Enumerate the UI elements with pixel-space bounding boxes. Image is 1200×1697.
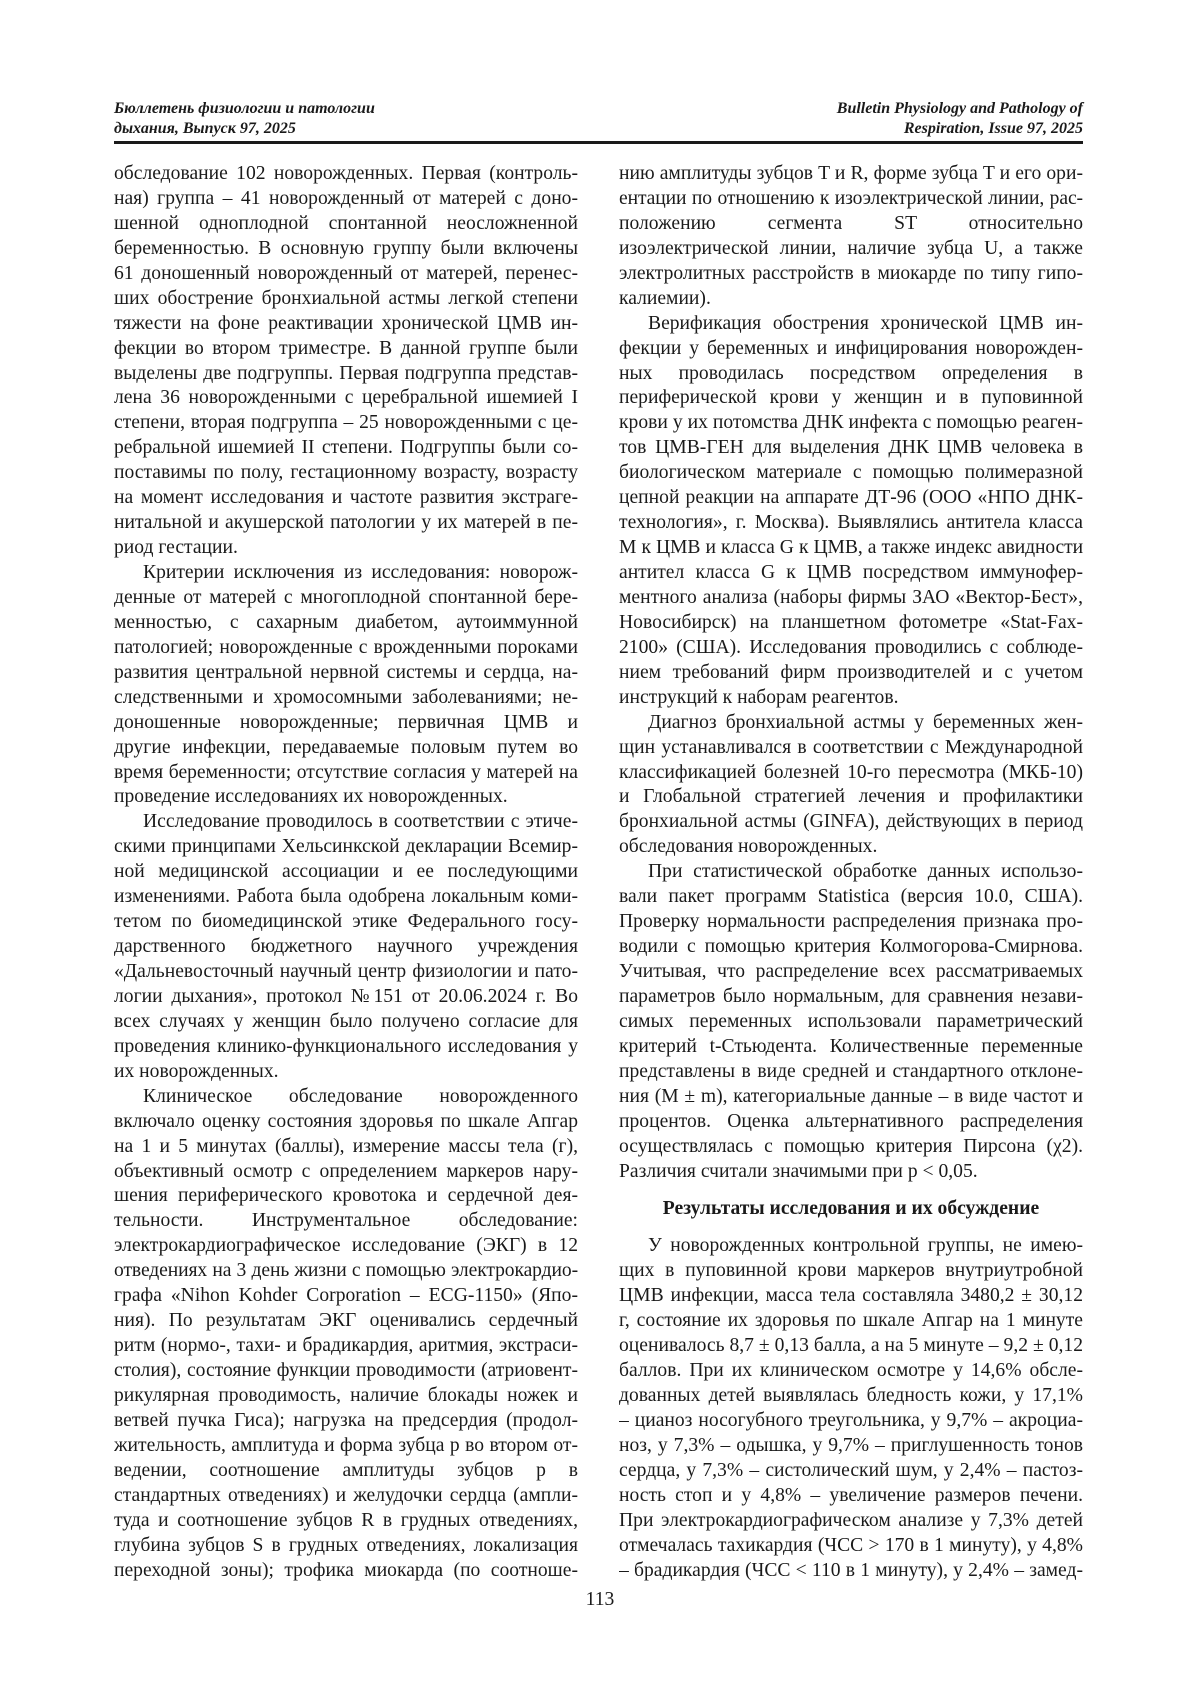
text-line: ной медицинской ассоциации и ее последующими (114, 860, 578, 885)
text-line: процентов. Оценка альтернативного распределения (619, 1110, 1083, 1135)
text-line: Проверку нормальности распределения признака про- (619, 910, 1083, 935)
text-line: антител класса G к ЦМВ посредством иммунофер- (619, 561, 1083, 586)
text-line: электрокардиографическое исследование (ЭКГ) в 12 (114, 1234, 578, 1259)
text-line: время беременности; отсутствие согласия у матерей на (114, 761, 578, 786)
text-line: объективный осмотр с определением маркеров нару- (114, 1160, 578, 1185)
text-line: патологией; новорожденные с врожденными пороками (114, 636, 578, 661)
page-number: 113 (0, 1588, 1200, 1612)
text-line: – брадикардия (ЧСС < 110 в 1 минуту), у 2,4% – замед- (619, 1559, 1083, 1584)
paragraph (619, 860, 1083, 1184)
text-line: вали пакет программ Statistica (версия 10.0, США). (619, 885, 1083, 910)
text-line: тяжести на фоне реактивации хронической ЦМВ ин- (114, 312, 578, 337)
section-heading: Результаты исследования и их обсуждение (619, 1184, 1083, 1234)
text-line: нием требований фирм производителей и с учетом (619, 661, 1083, 686)
text-line: логии дыхания», протокол №151 от 20.06.2024 г. Во (114, 985, 578, 1010)
text-line: Новосибирск) на планшетном фотометре «Stat-Fax- (619, 611, 1083, 636)
text-line: водили с помощью критерия Колмогорова-Смирнова. (619, 935, 1083, 960)
text-line: M к ЦМВ и класса G к ЦМВ, а также индекс авидности (619, 536, 1083, 561)
text-line: ритм (нормо-, тахи- и брадикардия, аритмия, экстраси- (114, 1334, 578, 1359)
text-line: щих в пуповинной крови маркеров внутриутробной (619, 1259, 1083, 1284)
text-line: ных проводилась посредством определения в (619, 362, 1083, 387)
text-line: Диагноз бронхиальной астмы у беременных жен- (619, 711, 1083, 736)
text-line: туда и соотношение зубцов R в грудных отведениях, (114, 1509, 578, 1534)
text-line: поставимы по полу, гестационному возрасту, возрасту (114, 461, 578, 486)
text-line: сердца, у 7,3% – систолический шум, у 2,4% – пастоз- (619, 1459, 1083, 1484)
text-line: отведениях на 3 день жизни с помощью электрокардио- (114, 1259, 578, 1284)
text-line: графа «Nihon Kohder Corporation – ECG-1150» (Япо- (114, 1284, 578, 1309)
text-line: 61 доношенный новорожденный от матерей, перенес- (114, 262, 578, 287)
text-line: положению сегмента ST относительно (619, 212, 1083, 237)
text-line: фекции у беременных и инфицирования новорожден- (619, 337, 1083, 362)
paragraph (619, 162, 1083, 312)
text-line: 2100» (США). Исследования проводились с соблюде- (619, 636, 1083, 661)
text-line: баллов. При их клиническом осмотре у 14,6% обсле- (619, 1359, 1083, 1384)
paragraph (114, 162, 578, 561)
text-line: оценивалось 8,7 ± 0,13 балла, а на 5 минуте – 9,2 ± 0,12 (619, 1334, 1083, 1359)
journal-title-ru-line-1: Бюллетень физиологии и патологии (114, 99, 375, 119)
text-line: периферической крови у женщин и в пуповинной (619, 386, 1083, 411)
text-line: тельности. Инструментальное обследование: (114, 1209, 578, 1234)
paragraph (619, 1234, 1083, 1583)
text-line: выделены две подгруппы. Первая подгруппа представ- (114, 362, 578, 387)
text-line: изменениями. Работа была одобрена локальным коми- (114, 885, 578, 910)
text-line: симых переменных использовали параметрический (619, 1010, 1083, 1035)
text-line: ребральной ишемией II степени. Подгруппы были со- (114, 436, 578, 461)
text-line: Различия считали значимыми при p < 0,05. (619, 1160, 1083, 1185)
text-line: риод гестации. (114, 536, 578, 561)
text-line: лена 36 новорожденными с церебральной ишемией I (114, 386, 578, 411)
text-line: включало оценку состояния здоровья по шкале Апгар (114, 1110, 578, 1135)
text-line: проведения клинико-функционального исследования у (114, 1035, 578, 1060)
header-divider (114, 141, 1083, 144)
text-line: электролитных расстройств в миокарде по типу гипо- (619, 262, 1083, 287)
text-line: развития центральной нервной системы и сердца, на- (114, 661, 578, 686)
paragraph (114, 561, 578, 810)
text-line: ших обострение бронхиальной астмы легкой степени (114, 287, 578, 312)
text-line: параметров было нормальным, для сравнения незави- (619, 985, 1083, 1010)
text-line: проведение исследованиях их новорожденных. (114, 785, 578, 810)
text-line: обследование 102 новорожденных. Первая (контроль- (114, 162, 578, 187)
text-line: ентации по отношению к изоэлектрической линии, рас- (619, 187, 1083, 212)
text-line: другие инфекции, передаваемые половым путем во (114, 736, 578, 761)
text-line: Критерии исключения из исследования: новорож- (114, 561, 578, 586)
text-line: отмечалась тахикардия (ЧСС > 170 в 1 минуту), у 4,8% (619, 1534, 1083, 1559)
text-line: на 1 и 5 минутах (баллы), измерение массы тела (г), (114, 1135, 578, 1160)
text-line: ная) группа – 41 новорожденный от матерей с доно- (114, 187, 578, 212)
text-line: «Дальневосточный научный центр физиологии и пато- (114, 960, 578, 985)
paragraph (114, 810, 578, 1084)
text-line: Верификация обострения хронической ЦМВ ин- (619, 312, 1083, 337)
text-line: на момент исследования и частоте развития экстраге- (114, 486, 578, 511)
text-line: – цианоз носогубного треугольника, у 9,7% – акроциа- (619, 1409, 1083, 1434)
text-line: доношенные новорожденные; первичная ЦМВ и (114, 711, 578, 736)
text-line: шения периферического кровотока и сердечной дея- (114, 1184, 578, 1209)
text-line: столия), состояние функции проводимости (атриовент- (114, 1359, 578, 1384)
text-line: ментного анализа (наборы фирмы ЗАО «Вектор-Бест», (619, 586, 1083, 611)
text-line: г, состояние их здоровья по шкале Апгар на 1 минуте (619, 1309, 1083, 1334)
text-line: нию амплитуды зубцов T и R, форме зубца T и его ори- (619, 162, 1083, 187)
text-line: дарственного бюджетного научного учреждения (114, 935, 578, 960)
text-line: жительность, амплитуда и форма зубца p во втором от- (114, 1434, 578, 1459)
text-line: и Глобальной стратегией лечения и профилактики (619, 785, 1083, 810)
text-line: ведении, соотношение амплитуды зубцов p в (114, 1459, 578, 1484)
text-line: цепной реакции на аппарате ДТ-96 (ООО «НПО ДНК- (619, 486, 1083, 511)
text-line: фекции во втором триместре. В данной группе были (114, 337, 578, 362)
text-line: переходной зоны); трофика миокарда (по соотноше- (114, 1559, 578, 1584)
text-line: инструкций к наборам реагентов. (619, 686, 1083, 711)
text-line: дованных детей выявлялась бледность кожи, у 17,1% (619, 1384, 1083, 1409)
text-line: следственными и хромосомными заболеваниями; не- (114, 686, 578, 711)
text-line: глубина зубцов S в грудных отведениях, локализация (114, 1534, 578, 1559)
text-line: крови у их потомства ДНК инфекта с помощью реаген- (619, 411, 1083, 436)
text-line: обследования новорожденных. (619, 835, 1083, 860)
text-line: нитальной и акушерской патологии у их матерей в пе- (114, 511, 578, 536)
paragraph (619, 711, 1083, 861)
text-line: осуществлялась с помощью критерия Пирсона (χ2). (619, 1135, 1083, 1160)
text-line: У новорожденных контрольной группы, не имею- (619, 1234, 1083, 1259)
text-line: беременностью. В основную группу были включены (114, 237, 578, 262)
left-column (114, 162, 578, 1583)
text-line: тов ЦМВ-ГЕН для выделения ДНК ЦМВ человека в (619, 436, 1083, 461)
journal-title-ru (114, 99, 375, 139)
journal-title-en (837, 99, 1083, 139)
text-line: менностью, с сахарным диабетом, аутоиммунной (114, 611, 578, 636)
text-line: изоэлектрической линии, наличие зубца U, а также (619, 237, 1083, 262)
text-line: бронхиальной астмы (GINFA), действующих в период (619, 810, 1083, 835)
text-line: степени, вторая подгруппа – 25 новорожденными с це- (114, 411, 578, 436)
text-line: ность стоп и у 4,8% – увеличение размеров печени. (619, 1484, 1083, 1509)
text-line: биологическом материале с помощью полимеразной (619, 461, 1083, 486)
text-line: критерий t-Стьюдента. Количественные переменные (619, 1035, 1083, 1060)
text-line: технология», г. Москва). Выявлялись антитела класса (619, 511, 1083, 536)
text-line: Исследование проводилось в соответствии с этиче- (114, 810, 578, 835)
text-line: их новорожденных. (114, 1060, 578, 1085)
text-line: Клиническое обследование новорожденного (114, 1085, 578, 1110)
journal-title-en-line-2: Respiration, Issue 97, 2025 (837, 119, 1083, 139)
text-line: Учитывая, что распределение всех рассматриваемых (619, 960, 1083, 985)
text-line: ветвей пучка Гиса); нагрузка на предсердия (продол- (114, 1409, 578, 1434)
text-line: щин устанавливался в соответствии с Международной (619, 736, 1083, 761)
text-line: представлены в виде средней и стандартного отклоне- (619, 1060, 1083, 1085)
journal-title-ru-line-2: дыхания, Выпуск 97, 2025 (114, 119, 375, 139)
text-line: тетом по биомедицинской этике Федерального госу- (114, 910, 578, 935)
text-line: рикулярная проводимость, наличие блокады ножек и (114, 1384, 578, 1409)
text-line: ния (M ± m), категориальные данные – в виде частот и (619, 1085, 1083, 1110)
text-line: всех случаях у женщин было получено согласие для (114, 1010, 578, 1035)
text-line: стандартных отведениях) и желудочки сердца (ампли- (114, 1484, 578, 1509)
journal-title-en-line-1: Bulletin Physiology and Pathology of (837, 99, 1083, 119)
text-line: ния). По результатам ЭКГ оценивались сердечный (114, 1309, 578, 1334)
paragraph (619, 312, 1083, 711)
text-line: скими принципами Хельсинкской декларации Всемир- (114, 835, 578, 860)
text-line: При электрокардиографическом анализе у 7,3% детей (619, 1509, 1083, 1534)
text-line: При статистической обработке данных использо- (619, 860, 1083, 885)
paragraph (114, 1085, 578, 1584)
text-line: классификацией болезней 10-го пересмотра (МКБ-10) (619, 761, 1083, 786)
text-line: калиемии). (619, 287, 1083, 312)
text-line: шенной одноплодной спонтанной неосложненной (114, 212, 578, 237)
text-line: ЦМВ инфекции, масса тела составляла 3480,2 ± 30,12 (619, 1284, 1083, 1309)
text-line: денные от матерей с многоплодной спонтанной бере- (114, 586, 578, 611)
right-column (619, 162, 1083, 1583)
text-line: ноз, у 7,3% – одышка, у 9,7% – приглушенность тонов (619, 1434, 1083, 1459)
